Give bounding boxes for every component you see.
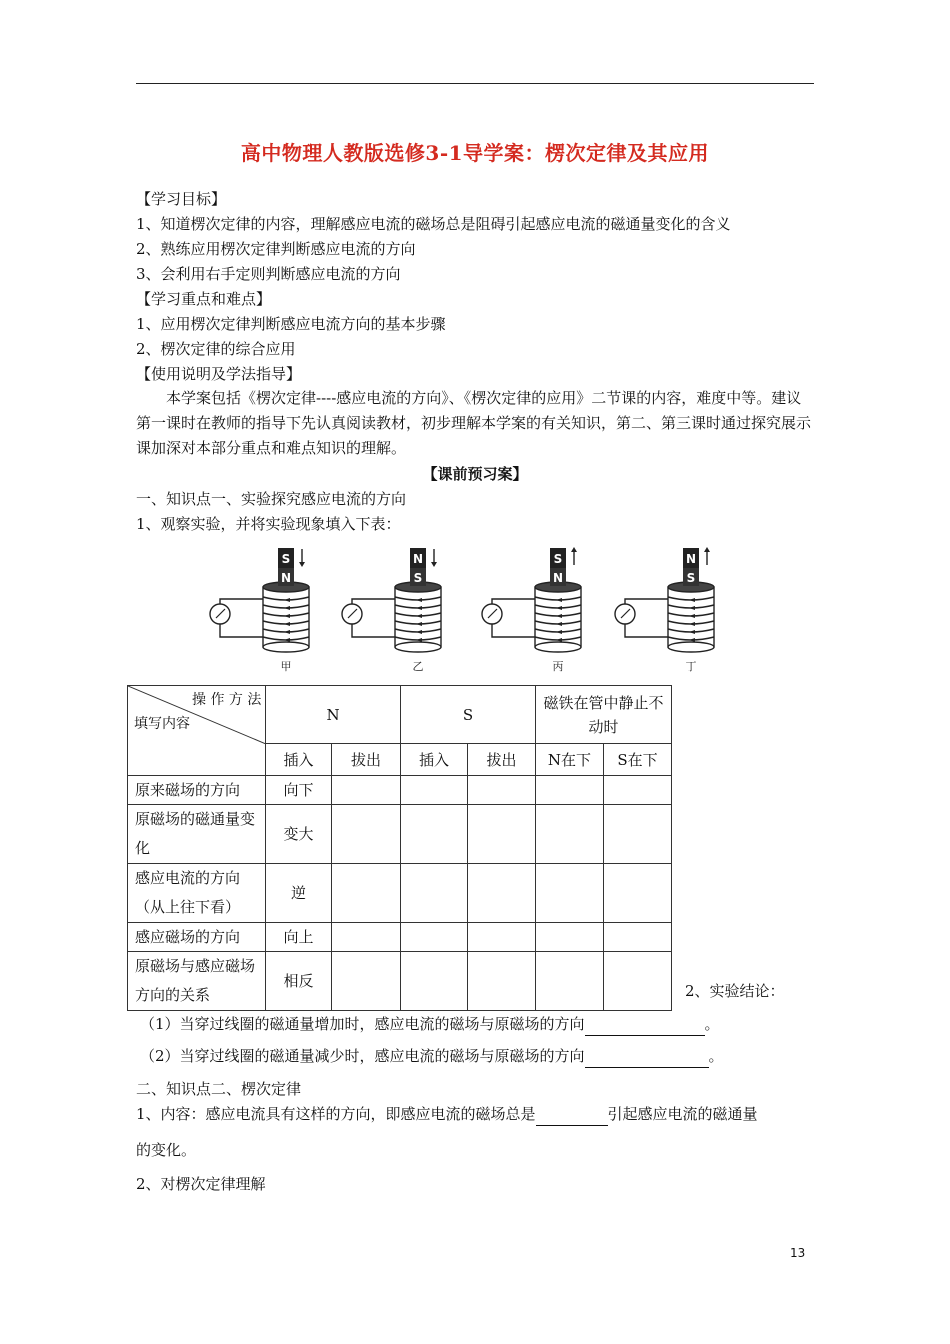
corner-top-label: 操 作 方 法: [192, 692, 262, 708]
table-cell: [401, 864, 468, 923]
preview-heading: 【课前预习案】: [422, 465, 528, 483]
experiment-unit: [482, 547, 581, 673]
table-cell: 向上: [266, 923, 332, 952]
goals-heading: 【学习目标】: [136, 190, 227, 208]
experiment-unit: [615, 547, 714, 673]
goal-item: 3、会利用右手定则判断感应电流的方向: [136, 265, 401, 283]
key-item: 1、应用楞次定律判断感应电流方向的基本步骤: [136, 315, 446, 333]
usage-paragraph: 本学案包括《楞次定律----感应电流的方向》、《楞次定律的应用》二节课的内容，难度中等。建议第一课时在教师的指导下先认真阅读教材，初步理解本学案的有关知识，第二、第三课时通过探究展示课加深对本部分重点和难点知识的理解。: [136, 389, 812, 457]
row-label: 原磁场与感应磁场方向的关系: [128, 952, 266, 1011]
period: 。: [704, 1015, 720, 1033]
conclusion-one: [140, 1012, 820, 1036]
magnet-top-pole: S: [553, 552, 563, 566]
law-content-end: 的变化。: [136, 1141, 197, 1159]
table-cell: [468, 805, 536, 864]
law-content: [136, 1102, 816, 1126]
table-cell: 相反: [266, 952, 332, 1011]
table-cell: [536, 952, 604, 1011]
magnet-bottom-pole: N: [280, 571, 292, 585]
table-cell: [332, 805, 401, 864]
table-cell: [536, 923, 604, 952]
sub-header: 插入: [401, 744, 468, 776]
table-cell: [536, 776, 604, 805]
table-cell: [401, 952, 468, 1011]
usage-heading: 【使用说明及学法指导】: [136, 365, 302, 383]
law-content-b: 引起感应电流的磁通量: [607, 1105, 758, 1123]
magnet-bottom-pole: S: [413, 571, 423, 585]
table-cell: [604, 805, 672, 864]
conclusion-one-text: （1）当穿过线圈的磁通量增加时，感应电流的磁场与原磁场的方向: [140, 1015, 585, 1033]
sub-header: 插入: [266, 744, 332, 776]
conclusion-two: [140, 1044, 820, 1068]
header-rule: [136, 83, 814, 84]
table-cell: [604, 776, 672, 805]
table-cell: [536, 805, 604, 864]
experiment-unit: [342, 548, 441, 673]
wire: [625, 624, 673, 637]
period: 。: [708, 1047, 724, 1065]
law-content-a: 1、内容：感应电流具有这样的方向，即感应电流的磁场总是: [136, 1105, 536, 1123]
wire: [220, 599, 268, 604]
answer-blank[interactable]: [585, 1051, 709, 1068]
table-cell: [332, 923, 401, 952]
wire: [625, 599, 673, 604]
wire: [352, 599, 400, 604]
magnet-top-pole: N: [685, 552, 697, 566]
section-two-heading: 二、知识点二、楞次定律: [136, 1080, 302, 1098]
table-cell: [604, 923, 672, 952]
table-cell: [604, 864, 672, 923]
wire: [220, 624, 268, 637]
table-cell: [401, 776, 468, 805]
magnet-top-pole: S: [281, 552, 291, 566]
goal-item: 1、知道楞次定律的内容，理解感应电流的磁场总是阻碍引起感应电流的磁通量变化的含义: [136, 215, 731, 233]
table-cell: [332, 864, 401, 923]
wire: [492, 624, 540, 637]
table-cell: [468, 776, 536, 805]
table-cell: 变大: [266, 805, 332, 864]
sub-header: 拔出: [332, 744, 401, 776]
magnet-bottom-pole: S: [686, 571, 696, 585]
table-cell: [536, 864, 604, 923]
understand-heading: 2、对楞次定律理解: [136, 1175, 266, 1193]
row-label: 原来磁场的方向: [128, 776, 266, 805]
group-header: N: [266, 686, 401, 744]
key-heading: 【学习重点和难点】: [136, 290, 272, 308]
experiment-figure: [198, 543, 718, 673]
sub-header: N在下: [536, 744, 604, 776]
conclusion-label: 2、实验结论：: [685, 982, 785, 1000]
table-cell: [332, 776, 401, 805]
magnet-bottom-pole: N: [552, 571, 564, 585]
experiment-table: [127, 685, 672, 1011]
table-cell: [468, 952, 536, 1011]
figure-caption: 丁: [685, 660, 697, 673]
table-cell: [468, 923, 536, 952]
answer-blank[interactable]: [536, 1109, 608, 1126]
conclusion-two-text: （2）当穿过线圈的磁通量减少时，感应电流的磁场与原磁场的方向: [140, 1047, 585, 1065]
group-header: 磁铁在管中静止不动时: [536, 686, 672, 744]
magnet-top-pole: N: [412, 552, 424, 566]
section-one-heading: 一、知识点一、实验探究感应电流的方向: [136, 490, 407, 508]
table-cell: [468, 864, 536, 923]
page-number: 13: [790, 1246, 806, 1260]
experiment-unit: [210, 548, 309, 673]
figure-caption: 乙: [412, 660, 424, 673]
answer-blank[interactable]: [585, 1019, 705, 1036]
wire: [352, 624, 400, 637]
corner-bottom-label: 填写内容: [134, 716, 190, 732]
table-cell: [401, 923, 468, 952]
key-item: 2、楞次定律的综合应用: [136, 340, 296, 358]
page-title: 高中物理人教版选修3-1导学案：楞次定律及其应用: [240, 141, 710, 165]
sub-header: 拔出: [468, 744, 536, 776]
table-cell: [401, 805, 468, 864]
observe-instruction: 1、观察实验，并将实验现象填入下表：: [136, 515, 401, 533]
figure-caption: 甲: [280, 660, 292, 673]
group-header: S: [401, 686, 536, 744]
row-label: 感应磁场的方向: [128, 923, 266, 952]
row-label: 原磁场的磁通量变化: [128, 805, 266, 864]
figure-caption: 丙: [552, 660, 564, 673]
table-cell: 向下: [266, 776, 332, 805]
table-cell: [332, 952, 401, 1011]
table-cell: [604, 952, 672, 1011]
sub-header: S在下: [604, 744, 672, 776]
table-cell: 逆: [266, 864, 332, 923]
goal-item: 2、熟练应用楞次定律判断感应电流的方向: [136, 240, 416, 258]
row-label: 感应电流的方向（从上往下看）: [128, 864, 266, 923]
table-corner-cell: [128, 686, 266, 776]
wire: [492, 599, 540, 604]
